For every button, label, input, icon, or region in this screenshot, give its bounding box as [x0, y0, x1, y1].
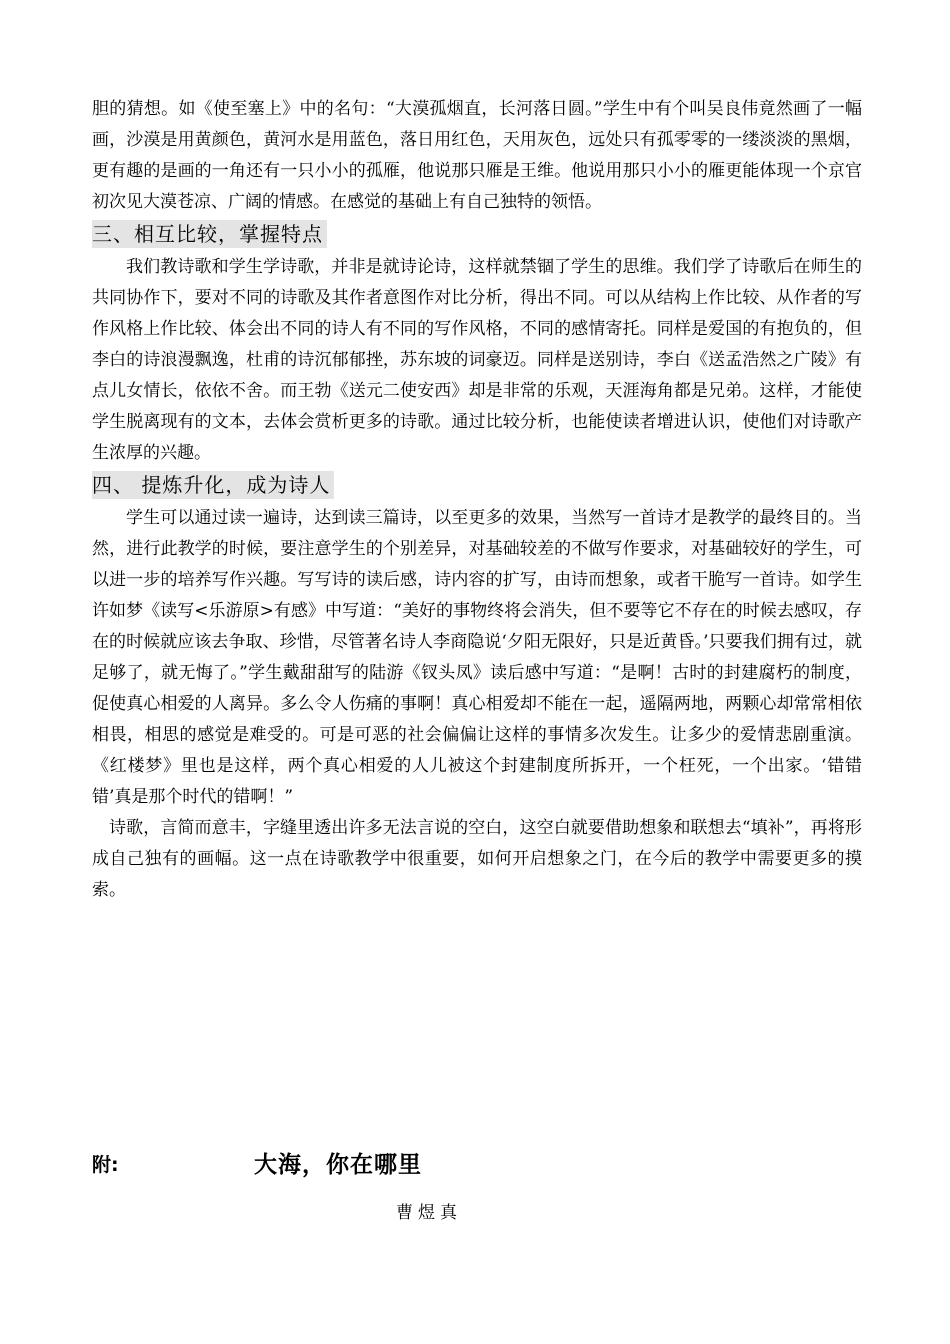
paragraph-writing: 学生可以通过读一遍诗，达到读三篇诗，以至更多的效果，当然写一首诗才是教学的最终目的。当然，进行此教学的时候，要注意学生的个别差异，对基础较差的不做写作要求，对基础较好的学生，可以进一步的培养写作兴趣。写写诗的读后感，诗内容的扩写，由诗而想象，或者干脆写一首诗。如学生许如梦《读写<乐游原>有感》中写道：“美好的事物终将会消失，但不要等它不存在的时候去感叹，存在的时候就应该去争取、珍惜，尽管著名诗人李商隐说‘夕阳无限好，只是近黄昏。’只要我们拥有过，就足够了，就无悔了。”学生戴甜甜写的陆游《钗头凤》读后感中写道：“是啊！古时的封建腐朽的制度，促使真心相爱的人离异。多么令人伤痛的事啊！真心相爱却不能在一起，遥隔两地，两颗心却常常相依相畏，相思的感觉是难受的。可是可恶的社会偏偏让这样的事情多次发生。让多少的爱情悲剧重演。《红楼梦》里也是这样，两个真心相爱的人儿被这个封建制度所拆开，一个枉死，一个出家。‘错错错’真是那个时代的错啊！” [92, 508, 862, 807]
appendix-header [92, 1146, 862, 1182]
document-body [92, 94, 862, 906]
paragraph-comparison: 我们教诗歌和学生学诗歌，并非是就诗论诗，这样就禁锢了学生的思维。我们学了诗歌后在师生的共同协作下，要对不同的诗歌及其作者意图作对比分析，得出不同。可以从结构上作比较、从作者的写作风格上作比较、体会出不同的诗人有不同的写作风格，不同的感情寄托。同样是爱国的有抱负的，但李白的诗浪漫飘逸，杜甫的诗沉郁郁挫，苏东坡的词豪迈。同样是送别诗，李白《送孟浩然之广陵》有点儿女情长，依依不舍。而王勃《送元二使安西》却是非常的乐观，天涯海角都是兄弟。这样，才能使学生脱离现有的文本，去体会赏析更多的诗歌。通过比较分析，也能使读者增进认识，使他们对诗歌产生浓厚的兴趣。 [92, 257, 862, 463]
section-four-heading: 四、 提炼升化，成为诗人 [92, 471, 334, 499]
appendix-author: 曹煜真 [396, 1203, 462, 1223]
paragraph-poetry-imagination: 胆的猜想。如《使至塞上》中的名句：“大漠孤烟直，长河落日圆。”学生中有个叫吴良伟竟然画了一幅画，沙漠是用黄颜色，黄河水是用蓝色，落日用红色，天用灰色，远处只有孤零零的一缕淡淡的黑烟，更有趣的是画的一角还有一只小小的孤雁，他说那只雁是王维。他说用那只小小的雁更能体现一个京官初次见大漠苍凉、广阔的情感。在感觉的基础上有自己独特的领悟。 [92, 99, 862, 212]
section-four-heading-wrap [92, 471, 862, 501]
section-three-heading-wrap [92, 220, 862, 250]
appendix-title: 大海，你在哪里 [254, 1152, 422, 1178]
appendix-label: 附: [92, 1154, 119, 1176]
section-three-heading: 三、相互比较，掌握特点 [92, 220, 327, 248]
paragraph-conclusion: 诗歌，言简而意丰，字缝里透出许多无法言说的空白，这空白就要借助想象和联想去“填补”，再将形成自己独有的画幅。这一点在诗歌教学中很重要，如何开启想象之门，在今后的教学中需要更多的摸索。 [92, 818, 862, 900]
